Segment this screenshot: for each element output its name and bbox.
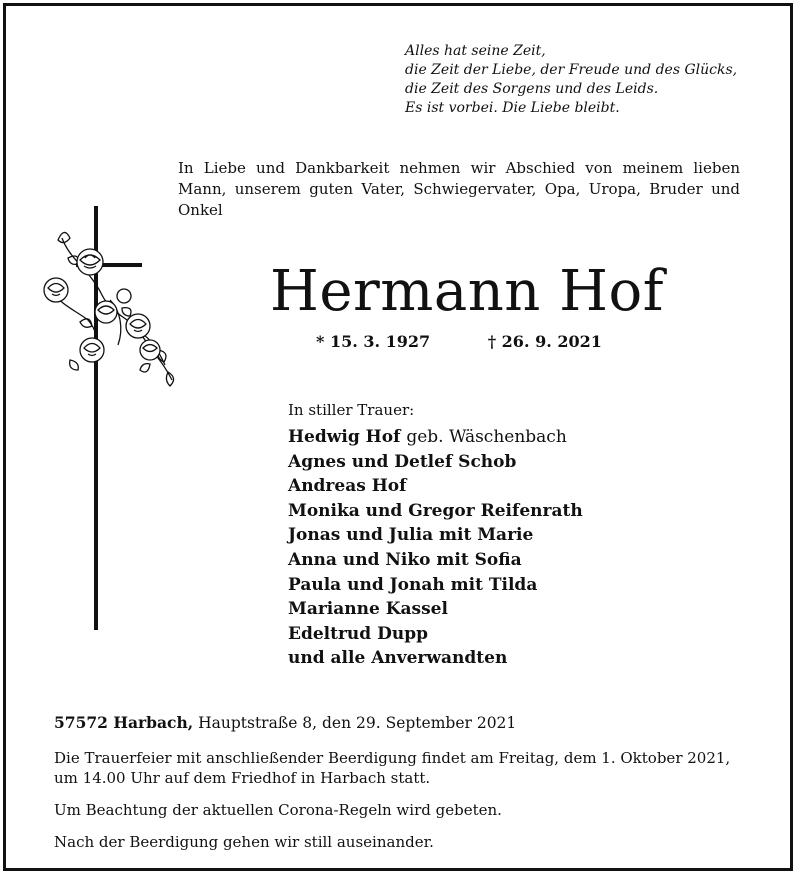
mourner-row: Agnes und Detlef Schob bbox=[288, 451, 517, 472]
mourners-heading: In stiller Trauer: bbox=[288, 401, 415, 419]
mourner-row: Edeltrud Dupp bbox=[288, 623, 428, 644]
life-dates bbox=[316, 332, 636, 351]
mourner-name: Hedwig Hof bbox=[288, 427, 401, 447]
mourner-row: Monika und Gregor Reifenrath bbox=[288, 500, 583, 521]
mourner-row: Anna und Niko mit Sofia bbox=[288, 549, 522, 570]
poem-line: die Zeit des Sorgens und des Leids. bbox=[405, 81, 659, 97]
mourners-block bbox=[288, 399, 748, 671]
ceremony-text: Die Trauerfeier mit anschließender Beerdigung findet am Freitag, dem 1. Oktober 2021, um 14.00 Uhr auf dem Friedhof in Harbach statt. bbox=[54, 749, 731, 787]
mourner-row: Jonas und Julia mit Marie bbox=[288, 525, 534, 546]
poem-line: Alles hat seine Zeit, bbox=[405, 43, 546, 59]
death-date: † 26. 9. 2021 bbox=[487, 332, 602, 351]
closing-text: Nach der Beerdigung gehen wir still auseinander. bbox=[54, 833, 434, 851]
place-and-date bbox=[54, 713, 754, 733]
corona-text: Um Beachtung der aktuellen Corona-Regeln wird gebeten. bbox=[54, 801, 502, 819]
birth-date: * 15. 3. 1927 bbox=[316, 332, 431, 351]
intro-text: In Liebe und Dankbarkeit nehmen wir Abschied von meinem lieben Mann, unserem guten Vater, Schwiegervater, Opa, Uropa, Bruder und Onkel bbox=[178, 159, 740, 219]
place-rest: Hauptstraße 8, den 29. September 2021 bbox=[198, 714, 517, 732]
mourner-row: und alle Anverwandten bbox=[288, 648, 508, 669]
place-bold: 57572 Harbach, bbox=[54, 713, 194, 732]
footer bbox=[54, 713, 754, 864]
mourner-row bbox=[288, 425, 748, 450]
mourner-row: Andreas Hof bbox=[288, 476, 407, 497]
mourner-row: Paula und Jonah mit Tilda bbox=[288, 574, 538, 595]
poem-line: die Zeit der Liebe, der Freude und des Glücks, bbox=[405, 62, 738, 78]
cross-with-roses-icon bbox=[40, 200, 180, 630]
poem bbox=[405, 42, 785, 118]
mourner-row: Marianne Kassel bbox=[288, 599, 448, 620]
deceased-name: Hermann Hof bbox=[270, 259, 664, 324]
mourner-note: geb. Wäschenbach bbox=[406, 427, 567, 447]
poem-line: Es ist vorbei. Die Liebe bleibt. bbox=[405, 100, 620, 116]
